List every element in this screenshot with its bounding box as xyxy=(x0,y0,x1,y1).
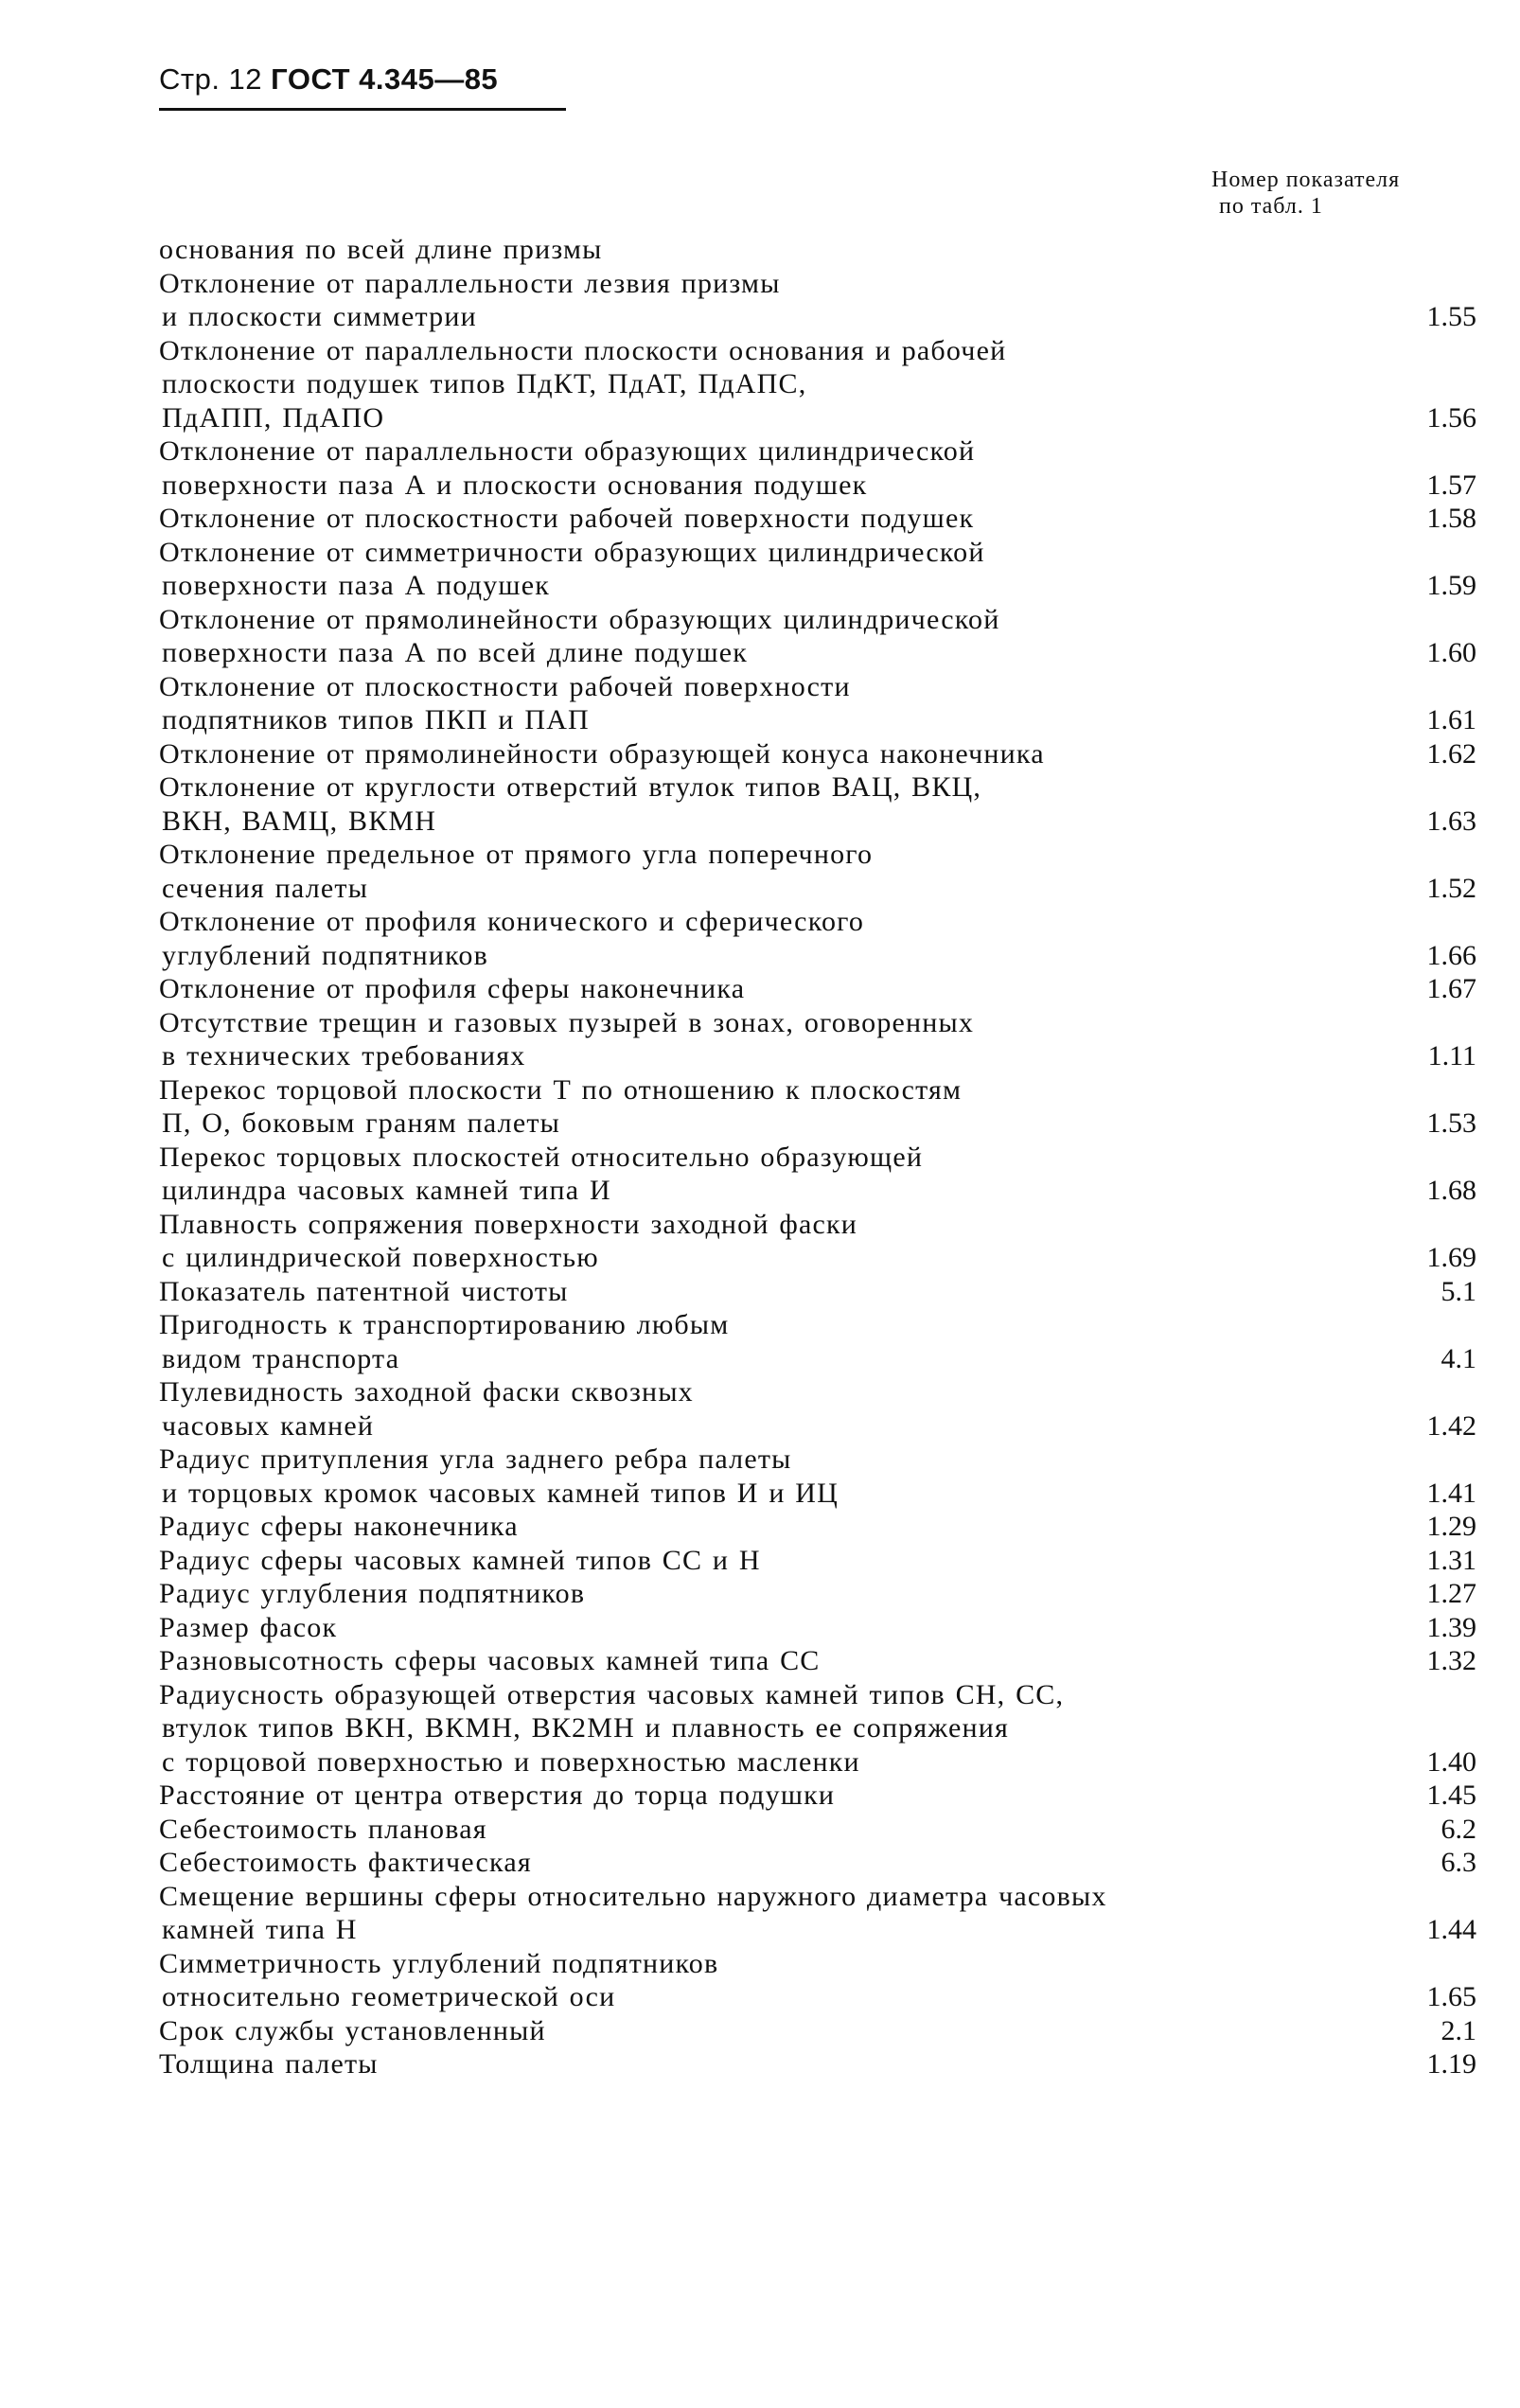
entry-text-line: Размер фасок xyxy=(159,1611,338,1643)
entry-text-line: ВКН, ВАМЦ, ВКМН xyxy=(162,805,437,837)
indicator-number: 6.2 xyxy=(1440,1813,1476,1845)
index-entry xyxy=(159,905,1488,972)
entry-text-line: Радиус сферы часовых камней типов СС и Н xyxy=(159,1544,761,1576)
entry-text-line: с торцовой поверхностью и поверхностью масленки xyxy=(162,1745,860,1778)
index-entry xyxy=(159,770,1488,838)
entry-text-line: поверхности паза А подушек xyxy=(162,570,550,601)
entry-text-line: Разновысотность сферы часовых камней типа СС xyxy=(159,1645,821,1676)
entry-text-line: Толщина палеты xyxy=(159,2048,379,2080)
entry-text-line: Отклонение от параллельности лезвия призмы xyxy=(159,267,781,299)
indicator-number: 1.68 xyxy=(1426,1175,1476,1206)
indicator-number: 6.3 xyxy=(1440,1847,1476,1878)
indicator-number: 1.63 xyxy=(1426,805,1476,837)
index-entry xyxy=(159,838,1488,905)
indicator-number: 1.39 xyxy=(1426,1611,1476,1643)
entry-text-line: Отклонение от прямолинейности образующих цилиндрической xyxy=(159,603,1000,635)
indicator-number: 1.44 xyxy=(1426,1914,1476,1945)
indicator-number: 1.56 xyxy=(1426,401,1476,434)
indicator-number: 1.11 xyxy=(1427,1040,1476,1071)
column-header-line-1: Номер показателя xyxy=(1211,168,1401,192)
entry-text-line: и плоскости симметрии xyxy=(162,301,477,332)
entry-text-line: Отклонение от параллельности образующих цилиндрической xyxy=(159,435,976,467)
indicator-number: 2.1 xyxy=(1440,2014,1476,2046)
entry-text-line: часовых камней xyxy=(162,1409,375,1442)
entry-text-line: Отклонение от параллельности плоскости основания и рабочей xyxy=(159,334,1007,366)
indicator-number: 1.60 xyxy=(1426,637,1476,668)
index-entry xyxy=(159,1779,1488,1813)
index-entry xyxy=(159,2047,1488,2081)
indicator-number: 1.31 xyxy=(1426,1544,1476,1576)
page-header xyxy=(159,62,498,97)
entry-text-line: основания по всей длине призмы xyxy=(159,234,603,265)
index-entry xyxy=(159,1006,1488,1073)
index-entry xyxy=(159,1880,1488,1947)
entry-text-line: сечения палеты xyxy=(162,872,369,904)
index-entry xyxy=(159,1577,1488,1611)
entry-text-line: Плавность сопряжения поверхности заходной фаски xyxy=(159,1208,858,1240)
index-entry xyxy=(159,1544,1488,1578)
entry-text-line: в технических требованиях xyxy=(162,1040,526,1071)
index-entry xyxy=(159,1947,1488,2014)
entry-text-line: плоскости подушек типов ПдКТ, ПдАТ, ПдАПС, xyxy=(162,368,807,399)
index-entry xyxy=(159,502,1488,536)
indicator-number: 1.66 xyxy=(1426,939,1476,971)
entry-text-line: Отклонение от профиля конического и сферического xyxy=(159,906,865,937)
index-entry xyxy=(159,2014,1488,2048)
index-entry xyxy=(159,603,1488,670)
entry-text-line: Отклонение от симметричности образующих цилиндрической xyxy=(159,536,985,568)
entry-text-line: Радиус притупления угла заднего ребра палеты xyxy=(159,1443,792,1475)
index-entry xyxy=(159,1678,1488,1779)
index-entry xyxy=(159,972,1488,1006)
indicator-number: 1.61 xyxy=(1426,704,1476,735)
entry-text-line: Показатель патентной чистоты xyxy=(159,1275,569,1307)
entry-text-line: и торцовых кромок часовых камней типов И и ИЦ xyxy=(162,1477,840,1509)
entry-text-line: Отклонение от плоскостности рабочей поверхности подушек xyxy=(159,503,975,534)
indicator-number: 1.65 xyxy=(1426,1981,1476,2012)
indicator-number: 1.45 xyxy=(1426,1779,1476,1811)
standard-designation: ГОСТ 4.345—85 xyxy=(271,62,499,96)
index-entry xyxy=(159,1443,1488,1510)
indicator-number: 1.53 xyxy=(1426,1107,1476,1139)
index-entry xyxy=(159,1073,1488,1141)
entry-text-line: углублений подпятников xyxy=(162,939,488,971)
indicator-number: 1.40 xyxy=(1426,1745,1476,1778)
entry-text-line: подпятников типов ПКП и ПАП xyxy=(162,704,590,735)
index-entry xyxy=(159,434,1488,502)
indicator-number: 4.1 xyxy=(1440,1342,1476,1374)
entry-text-line: ПдАПП, ПдАПО xyxy=(162,401,385,434)
index-entry xyxy=(159,670,1488,737)
entry-text-line: поверхности паза А по всей длине подушек xyxy=(162,637,749,668)
index-list xyxy=(159,233,1488,2081)
indicator-number: 1.32 xyxy=(1426,1645,1476,1676)
entry-text-line: видом транспорта xyxy=(162,1342,400,1374)
entry-text-line: втулок типов ВКН, ВКМН, ВК2МН и плавность ее сопряжения xyxy=(162,1712,1009,1744)
page-number-label: Стр. 12 xyxy=(159,62,263,96)
entry-text-line: относительно геометрической оси xyxy=(162,1981,616,2012)
indicator-number: 1.29 xyxy=(1426,1511,1476,1542)
entry-text-line: Отклонение предельное от прямого угла поперечного xyxy=(159,839,874,870)
index-entry xyxy=(159,1375,1488,1443)
entry-text-line: с цилиндрической поверхностью xyxy=(162,1242,599,1273)
indicator-number: 1.67 xyxy=(1426,973,1476,1004)
entry-text-line: Радиус углубления подпятников xyxy=(159,1578,586,1609)
header-underline xyxy=(159,108,566,111)
entry-text-line: П, О, боковым граням палеты xyxy=(162,1107,560,1139)
index-entry xyxy=(159,334,1488,435)
index-entry xyxy=(159,1611,1488,1645)
index-entry xyxy=(159,267,1488,334)
entry-text-line: Отклонение от профиля сферы наконечника xyxy=(159,973,746,1004)
indicator-number: 1.57 xyxy=(1426,469,1476,501)
entry-text-line: цилиндра часовых камней типа И xyxy=(162,1175,611,1206)
entry-text-line: Радиус сферы наконечника xyxy=(159,1511,519,1542)
index-entry xyxy=(159,1644,1488,1678)
indicator-number: 1.41 xyxy=(1426,1477,1476,1509)
entry-text-line: камней типа Н xyxy=(162,1914,358,1945)
indicator-number: 1.58 xyxy=(1426,503,1476,534)
entry-text-line: Смещение вершины сферы относительно наружного диаметра часовых xyxy=(159,1880,1107,1912)
indicator-number: 5.1 xyxy=(1440,1275,1476,1307)
indicator-number: 1.55 xyxy=(1426,301,1476,332)
index-entry xyxy=(159,536,1488,603)
entry-text-line: Перекос торцовых плоскостей относительно образующей xyxy=(159,1141,924,1173)
entry-text-line: Отклонение от круглости отверстий втулок типов ВАЦ, ВКЦ, xyxy=(159,771,982,803)
entry-text-line: Расстояние от центра отверстия до торца подушки xyxy=(159,1779,836,1811)
entry-text-line: Отклонение от плоскостности рабочей поверхности xyxy=(159,670,851,702)
index-entry xyxy=(159,233,1488,267)
column-header xyxy=(1211,167,1486,220)
index-entry xyxy=(159,1275,1488,1309)
indicator-number: 1.62 xyxy=(1426,737,1476,770)
entry-text-line: Пулевидность заходной фаски сквозных xyxy=(159,1376,694,1408)
index-entry xyxy=(159,1208,1488,1275)
entry-text-line: Перекос торцовой плоскости Т по отношению к плоскостям xyxy=(159,1073,963,1106)
indicator-number: 1.27 xyxy=(1426,1578,1476,1609)
entry-text-line: Радиусность образующей отверстия часовых камней типов СН, СС, xyxy=(159,1678,1065,1710)
indicator-number: 1.69 xyxy=(1426,1242,1476,1273)
entry-text-line: Себестоимость плановая xyxy=(159,1813,487,1845)
entry-text-line: Пригодность к транспортированию любым xyxy=(159,1309,730,1340)
index-entry xyxy=(159,737,1488,771)
index-entry xyxy=(159,1141,1488,1208)
indicator-number: 1.42 xyxy=(1426,1409,1476,1442)
index-entry xyxy=(159,1813,1488,1847)
entry-text-line: Отсутствие трещин и газовых пузырей в зонах, оговоренных xyxy=(159,1006,975,1038)
entry-text-line: Отклонение от прямолинейности образующей конуса наконечника xyxy=(159,737,1045,770)
column-header-line-2: по табл. 1 xyxy=(1219,194,1323,219)
entry-text-line: Срок службы установленный xyxy=(159,2014,546,2046)
indicator-number: 1.19 xyxy=(1426,2048,1476,2080)
indicator-number: 1.52 xyxy=(1426,872,1476,904)
entry-text-line: Себестоимость фактическая xyxy=(159,1847,532,1878)
indicator-number: 1.59 xyxy=(1426,570,1476,601)
index-entry xyxy=(159,1308,1488,1375)
index-entry xyxy=(159,1846,1488,1880)
entry-text-line: Симметричность углублений подпятников xyxy=(159,1947,719,1979)
entry-text-line: поверхности паза А и плоскости основания подушек xyxy=(162,469,868,501)
index-entry xyxy=(159,1510,1488,1544)
